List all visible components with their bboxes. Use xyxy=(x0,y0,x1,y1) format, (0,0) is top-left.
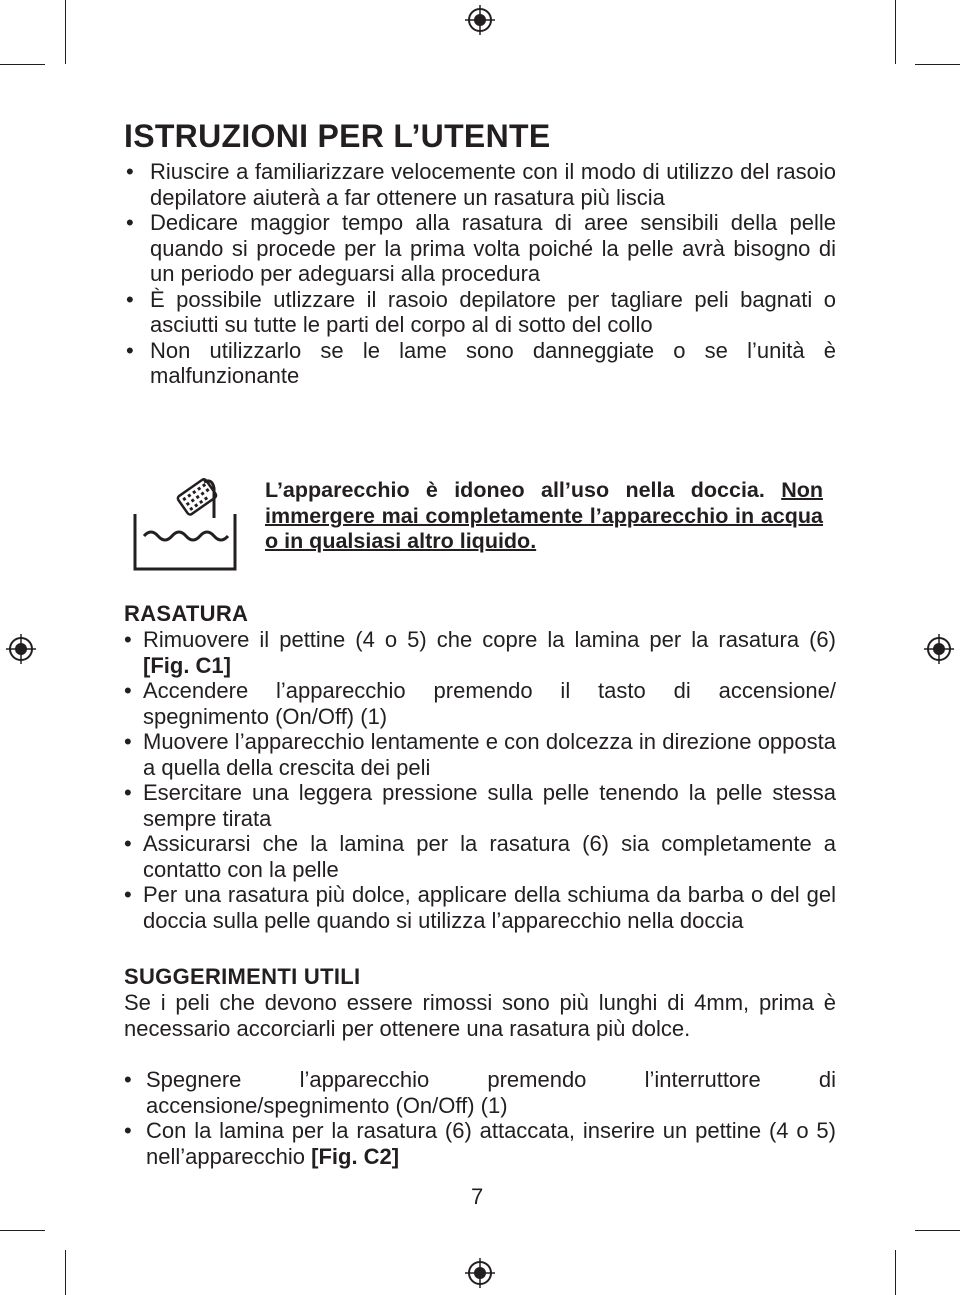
list-item-text: Per una rasatura più dolce, applicare della schiuma da barba o del gel doccia sulla pelle quando si utilizza l’apparecchio nella doccia xyxy=(143,882,836,933)
list-item xyxy=(126,338,836,389)
shower-bath-icon xyxy=(130,474,240,574)
water-notice xyxy=(265,478,823,555)
suggerimenti-bullet-list xyxy=(124,1067,836,1169)
list-item-text: È possibile utlizzare il rasoio depilatore per tagliare peli bagnati o asciutti su tutte le parti del corpo al di sotto del collo xyxy=(150,286,836,337)
list-item xyxy=(124,831,836,882)
list-item xyxy=(124,1067,836,1118)
list-item-text: Spegnere l’apparecchio premendo l’interruttore di accensione/spegnimento (On/Off) (1) xyxy=(146,1067,836,1118)
section-heading-rasatura: RASATURA xyxy=(124,601,249,626)
intro-bullet-list xyxy=(126,159,836,389)
list-item-text: Riuscire a familiarizzare velocemente con il modo di utilizzo del rasoio depilatore aiuterà a far ottenere un rasatura più liscia xyxy=(150,159,836,210)
suggerimenti-paragraph: Se i peli che devono essere rimossi sono più lunghi di 4mm, prima è necessario accorciarli per ottenere una rasatura più dolce. xyxy=(124,990,836,1041)
page-title: ISTRUZIONI PER L’UTENTE xyxy=(124,118,551,154)
list-item-text: Non utilizzarlo se le lame sono danneggiate o se l’unità è malfunzionante xyxy=(150,337,836,388)
list-item xyxy=(124,1118,836,1169)
notice-line: L’apparecchio è idoneo all’uso nella doccia. xyxy=(265,478,765,502)
notice-warning: Non immergere mai completamente l’apparecchio in acqua o in qualsiasi altro liquido. xyxy=(265,478,823,553)
list-item xyxy=(124,729,836,780)
section-heading-suggerimenti: SUGGERIMENTI UTILI xyxy=(124,964,361,989)
figure-reference: [Fig. C2] xyxy=(311,1143,400,1169)
list-item-text: Esercitare una leggera pressione sulla pelle tenendo la pelle stessa sempre tirata xyxy=(143,780,836,831)
list-item xyxy=(124,678,836,729)
list-item xyxy=(124,627,836,678)
list-item-text: Dedicare maggior tempo alla rasatura di aree sensibili della pelle quando si procede per la prima volta poiché la pelle avrà bisogno di un periodo per adeguarsi alla procedura xyxy=(150,210,836,286)
list-item-text: Muovere l’apparecchio lentamente e con dolcezza in direzione opposta a quella della crescita dei peli xyxy=(143,729,836,780)
list-item-text: Rimuovere il pettine (4 o 5) che copre la lamina per la rasatura (6) xyxy=(143,627,836,652)
figure-reference: [Fig. C1] xyxy=(143,652,231,678)
list-item-text: Assicurarsi che la lamina per la rasatura (6) sia completamente a contatto con la pelle xyxy=(143,831,836,882)
list-item xyxy=(126,159,836,210)
list-item xyxy=(126,287,836,338)
rasatura-bullet-list xyxy=(124,627,836,933)
list-item-text: Con la lamina per la rasatura (6) attaccata, inserire un pettine (4 o 5) nell’apparecchio xyxy=(146,1118,836,1169)
page-number: 7 xyxy=(471,1184,484,1209)
list-item xyxy=(124,780,836,831)
list-item-text: Accendere l’apparecchio premendo il tasto di accensione/ spegnimento (On/Off) (1) xyxy=(143,678,836,729)
list-item xyxy=(126,210,836,287)
list-item xyxy=(124,882,836,933)
